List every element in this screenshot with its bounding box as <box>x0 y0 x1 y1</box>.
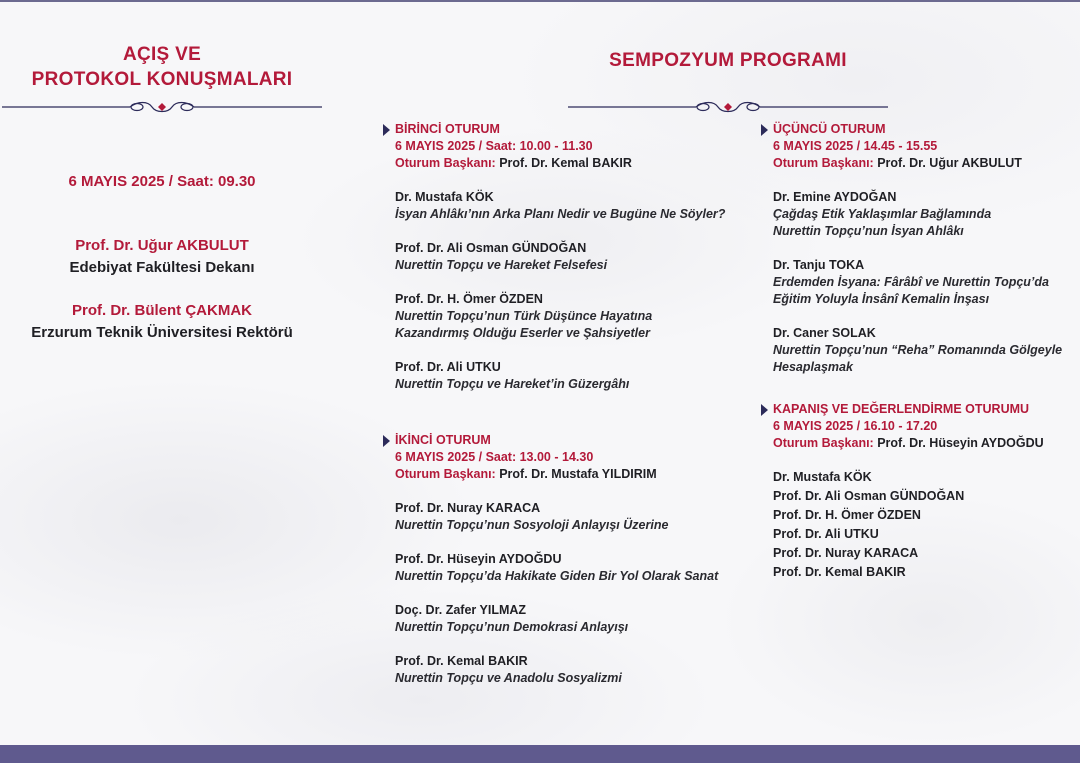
session-chair <box>773 155 1073 172</box>
talk-item <box>395 602 745 636</box>
participant-list <box>773 468 1073 582</box>
session-heading <box>395 432 745 449</box>
talk-speaker: Prof. Dr. Hüseyin AYDOĞDU <box>395 552 562 566</box>
chair-label: Oturum Başkanı: <box>773 156 874 170</box>
triangle-bullet-icon <box>761 404 768 416</box>
opening-title-line2: PROTOKOL KONUŞMALARI <box>31 69 293 90</box>
session-name: KAPANIŞ VE DEĞERLENDİRME OTURUMU <box>773 402 1030 416</box>
talk-title: Nurettin Topçu ve Hareket Felsefesi <box>395 258 608 272</box>
talk-title-cont: Kazandırmış Olduğu Eserler ve Şahsiyetler <box>395 326 650 340</box>
session-date: 6 MAYIS 2025 / 16.10 - 17.20 <box>773 419 938 433</box>
triangle-bullet-icon <box>761 124 768 136</box>
talk-title: Nurettin Topçu’nun Türk Düşünce Hayatına <box>395 309 653 323</box>
session-name: İKİNCİ OTURUM <box>395 433 491 447</box>
top-border <box>0 0 1080 2</box>
talk-speaker: Prof. Dr. Ali Osman GÜNDOĞAN <box>395 241 587 255</box>
opening-speaker <box>0 235 324 279</box>
session-heading <box>395 121 745 138</box>
speaker-name: Prof. Dr. Bülent ÇAKMAK <box>72 302 252 319</box>
session-second <box>395 432 745 687</box>
chair-name: Prof. Dr. Kemal BAKIR <box>499 156 632 170</box>
session-heading <box>773 121 1073 138</box>
talk-title: Nurettin Topçu’nun “Reha” Romanında Gölgeyle <box>773 343 1063 357</box>
talk-speaker: Dr. Mustafa KÖK <box>395 190 494 204</box>
ornament-divider <box>568 100 888 114</box>
talk-title: Nurettin Topçu’nun Demokrasi Anlayışı <box>395 620 629 634</box>
session-chair <box>773 435 1073 452</box>
chair-label: Oturum Başkanı: <box>395 467 496 481</box>
session-first <box>395 121 745 393</box>
talk-title: İsyan Ahlâkı’nın Arka Planı Nedir ve Bugüne Ne Söyler? <box>395 207 726 221</box>
speaker-name: Prof. Dr. Uğur AKBULUT <box>75 237 249 254</box>
talk-speaker: Prof. Dr. Ali UTKU <box>395 360 501 374</box>
session-heading <box>773 401 1073 418</box>
talk-speaker: Dr. Emine AYDOĞAN <box>773 190 897 204</box>
talk-item <box>773 189 1073 240</box>
program-title: SEMPOZYUM PROGRAMI <box>609 50 847 71</box>
participant-name: Dr. Mustafa KÖK <box>773 470 872 484</box>
triangle-bullet-icon <box>383 435 390 447</box>
talk-item <box>773 257 1073 308</box>
participant-name: Prof. Dr. Kemal BAKIR <box>773 565 906 579</box>
opening-title-line1: AÇIŞ VE <box>122 44 202 65</box>
talk-item <box>773 325 1073 376</box>
session-date: 6 MAYIS 2025 / 14.45 - 15.55 <box>773 139 938 153</box>
talk-title: Nurettin Topçu ve Anadolu Sosyalizmi <box>395 671 622 685</box>
chair-label: Oturum Başkanı: <box>395 156 496 170</box>
talk-item <box>395 653 745 687</box>
participant-name: Prof. Dr. H. Ömer ÖZDEN <box>773 508 921 522</box>
session-chair <box>395 466 745 483</box>
chair-name: Prof. Dr. Uğur AKBULUT <box>877 156 1022 170</box>
talk-title: Çağdaş Etik Yaklaşımlar Bağlamında <box>773 207 992 221</box>
talk-speaker: Prof. Dr. Kemal BAKIR <box>395 654 528 668</box>
triangle-bullet-icon <box>383 124 390 136</box>
talk-item <box>395 551 745 585</box>
talk-speaker: Dr. Caner SOLAK <box>773 326 876 340</box>
talk-title-cont: Nurettin Topçu’nun İsyan Ahlâkı <box>773 224 964 238</box>
opening-title <box>0 42 324 92</box>
talk-item <box>395 240 745 274</box>
bottom-band <box>0 745 1080 763</box>
ornament-divider <box>2 100 322 114</box>
talk-item <box>395 359 745 393</box>
talk-item <box>395 291 745 342</box>
session-name: BİRİNCİ OTURUM <box>395 122 500 136</box>
talk-title: Erdemden İsyana: Fârâbî ve Nurettin Topçu’da <box>773 275 1049 289</box>
talk-title-cont: Eğitim Yoluyla İnsânî Kemalin İnşası <box>773 292 990 306</box>
speaker-position: Erzurum Teknik Üniversitesi Rektörü <box>31 324 293 341</box>
participant-name: Prof. Dr. Nuray KARACA <box>773 546 919 560</box>
participant-name: Prof. Dr. Ali Osman GÜNDOĞAN <box>773 489 965 503</box>
talk-speaker: Doç. Dr. Zafer YILMAZ <box>395 603 527 617</box>
session-chair <box>395 155 745 172</box>
participant-name: Prof. Dr. Ali UTKU <box>773 527 879 541</box>
chair-label: Oturum Başkanı: <box>773 436 874 450</box>
session-date: 6 MAYIS 2025 / Saat: 13.00 - 14.30 <box>395 450 594 464</box>
speaker-position: Edebiyat Fakültesi Dekanı <box>69 259 255 276</box>
opening-speaker <box>0 300 324 344</box>
opening-date: 6 MAYIS 2025 / Saat: 09.30 <box>68 173 256 190</box>
talk-speaker: Prof. Dr. H. Ömer ÖZDEN <box>395 292 543 306</box>
talk-title: Nurettin Topçu’da Hakikate Giden Bir Yol Olarak Sanat <box>395 569 719 583</box>
talk-item <box>395 500 745 534</box>
talk-title-cont: Hesaplaşmak <box>773 360 853 374</box>
chair-name: Prof. Dr. Hüseyin AYDOĞDU <box>877 436 1044 450</box>
talk-title: Nurettin Topçu ve Hareket’in Güzergâhı <box>395 377 630 391</box>
talk-item <box>395 189 745 223</box>
talk-speaker: Prof. Dr. Nuray KARACA <box>395 501 541 515</box>
talk-title: Nurettin Topçu’nun Sosyoloji Anlayışı Üzerine <box>395 518 669 532</box>
chair-name: Prof. Dr. Mustafa YILDIRIM <box>499 467 657 481</box>
session-third <box>773 121 1073 376</box>
talk-speaker: Dr. Tanju TOKA <box>773 258 865 272</box>
session-date: 6 MAYIS 2025 / Saat: 10.00 - 11.30 <box>395 139 593 153</box>
session-name: ÜÇÜNCÜ OTURUM <box>773 122 886 136</box>
session-closing <box>773 401 1073 582</box>
